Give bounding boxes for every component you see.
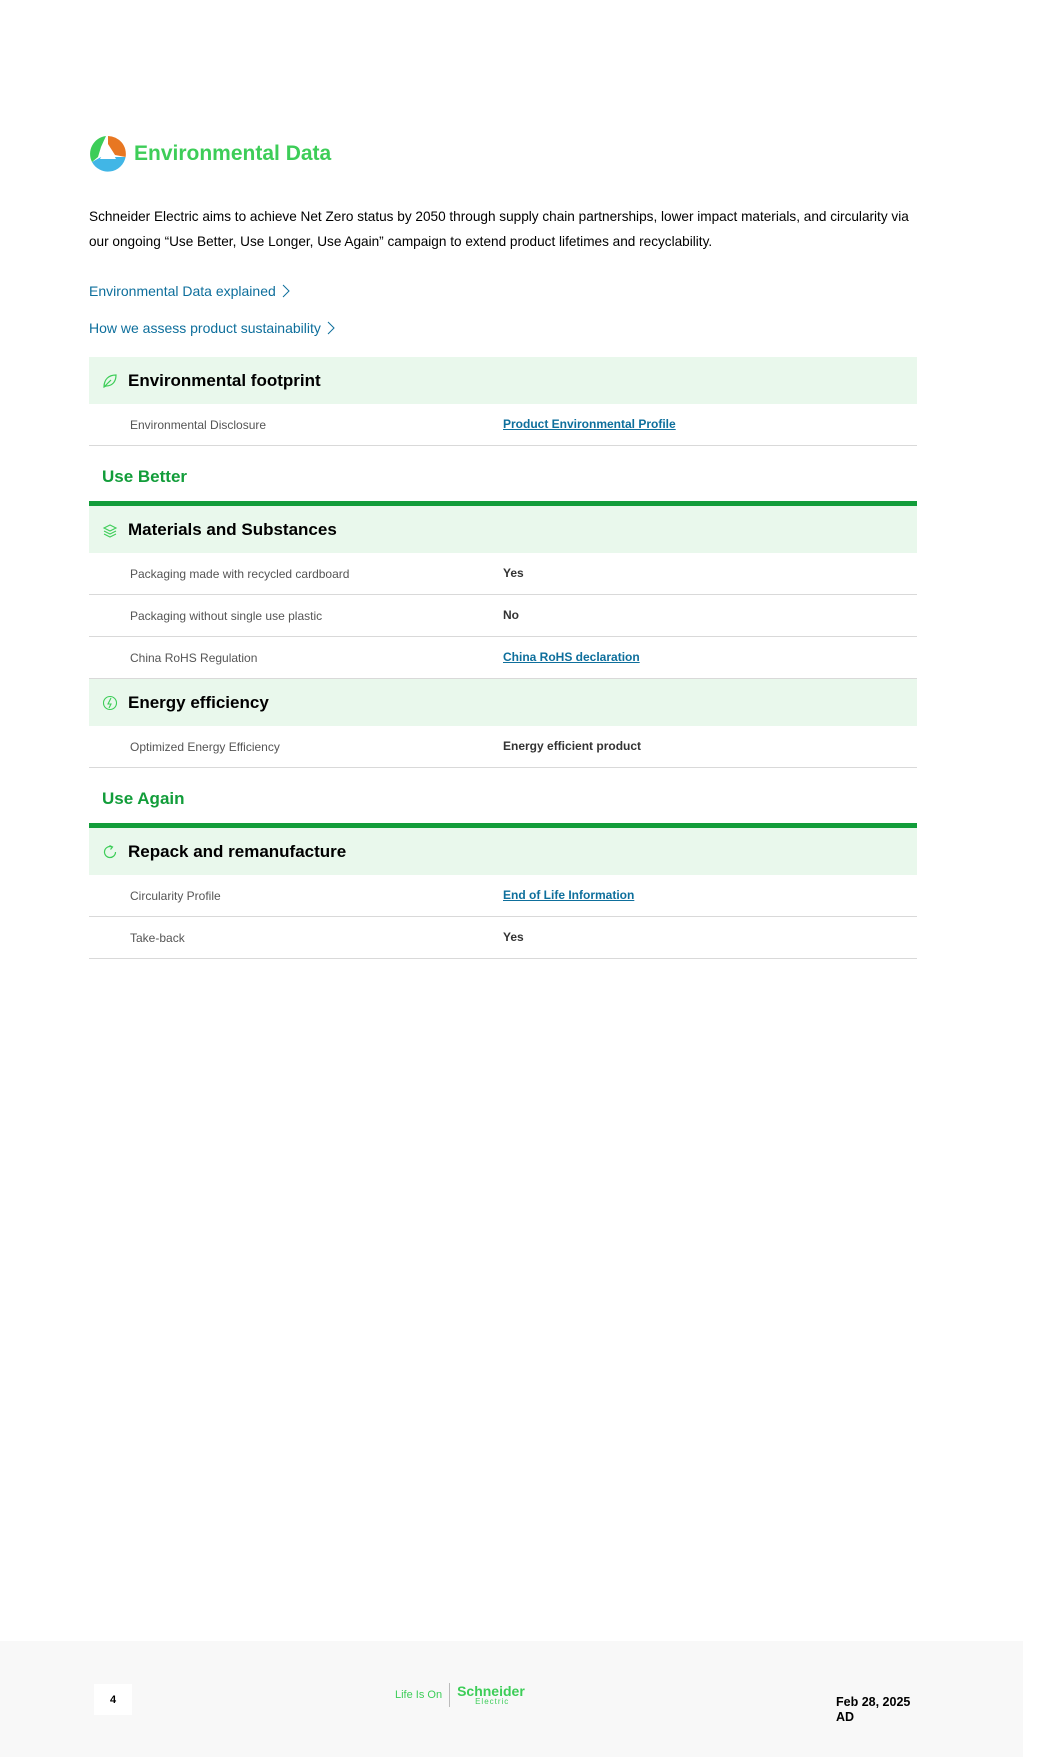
category-title: Materials and Substances bbox=[128, 519, 337, 539]
china-rohs-declaration-link[interactable]: China RoHS declaration bbox=[503, 650, 640, 664]
environmental-data-explained-link[interactable] bbox=[89, 283, 290, 299]
section-use-again bbox=[89, 768, 917, 828]
schneider-electric-logo bbox=[395, 1683, 525, 1707]
brand-tagline: Life Is On bbox=[395, 1689, 443, 1701]
table-row bbox=[89, 637, 917, 679]
page-number: 4 bbox=[94, 1684, 132, 1715]
end-of-life-information-link[interactable]: End of Life Information bbox=[503, 888, 635, 902]
page-title-text: Environmental Data bbox=[134, 142, 332, 165]
brand-divider bbox=[449, 1683, 450, 1707]
row-value: Yes bbox=[503, 930, 524, 944]
category-environmental-footprint bbox=[89, 357, 917, 404]
link-label: How we assess product sustainability bbox=[89, 320, 321, 336]
table-row bbox=[89, 875, 917, 917]
row-label: Packaging without single use plastic bbox=[130, 609, 323, 623]
link-label: Environmental Data explained bbox=[89, 283, 276, 299]
row-label: Optimized Energy Efficiency bbox=[130, 740, 280, 754]
table-row bbox=[89, 404, 917, 446]
row-label: Take-back bbox=[130, 931, 185, 945]
intro-paragraph: Schneider Electric aims to achieve Net Zero status by 2050 through supply chain partnerships, lower impact materials, and circularity via our ongoing “Use Better, Use Longer, Use Again” campaign to extend product lifetimes and recyclability. bbox=[89, 209, 909, 249]
chevron-right-icon bbox=[327, 321, 335, 335]
row-value: No bbox=[503, 608, 519, 622]
table-row bbox=[89, 917, 917, 959]
category-materials-and-substances bbox=[89, 506, 917, 553]
row-value: Energy efficient product bbox=[503, 739, 642, 753]
brand-name: Schneider bbox=[457, 1683, 525, 1699]
category-title: Repack and remanufacture bbox=[128, 841, 347, 861]
era-line: AD bbox=[836, 1710, 855, 1724]
table-row bbox=[89, 595, 917, 637]
table-row bbox=[89, 726, 917, 768]
product-environmental-profile-link[interactable]: Product Environmental Profile bbox=[503, 417, 676, 431]
row-label: Environmental Disclosure bbox=[130, 418, 267, 432]
chevron-right-icon bbox=[282, 284, 290, 298]
page-title bbox=[89, 135, 331, 173]
layers-icon bbox=[102, 522, 118, 538]
row-label: China RoHS Regulation bbox=[130, 651, 258, 665]
brand-sub: Electric bbox=[475, 1697, 510, 1706]
section-title: Use Again bbox=[102, 789, 185, 808]
brand-wordmark bbox=[457, 1684, 525, 1706]
refresh-icon bbox=[102, 844, 118, 860]
row-value: Yes bbox=[503, 566, 524, 580]
category-energy-efficiency bbox=[89, 679, 917, 726]
footer-date bbox=[836, 1695, 910, 1725]
table-row bbox=[89, 553, 917, 595]
section-title: Use Better bbox=[102, 467, 188, 486]
environmental-data-table bbox=[89, 357, 917, 959]
date-line: Feb 28, 2025 bbox=[836, 1695, 911, 1709]
category-title: Energy efficiency bbox=[128, 692, 269, 712]
row-label: Packaging made with recycled cardboard bbox=[130, 567, 350, 581]
energy-efficiency-icon bbox=[102, 695, 118, 711]
assess-sustainability-link[interactable] bbox=[89, 320, 335, 336]
page-footer bbox=[0, 1641, 1023, 1757]
row-label: Circularity Profile bbox=[130, 889, 221, 903]
category-title: Environmental footprint bbox=[128, 370, 321, 390]
category-repack-and-remanufacture bbox=[89, 828, 917, 875]
section-use-better bbox=[89, 446, 917, 506]
leaf-icon bbox=[102, 373, 118, 389]
environmental-data-logo-icon bbox=[89, 135, 127, 173]
